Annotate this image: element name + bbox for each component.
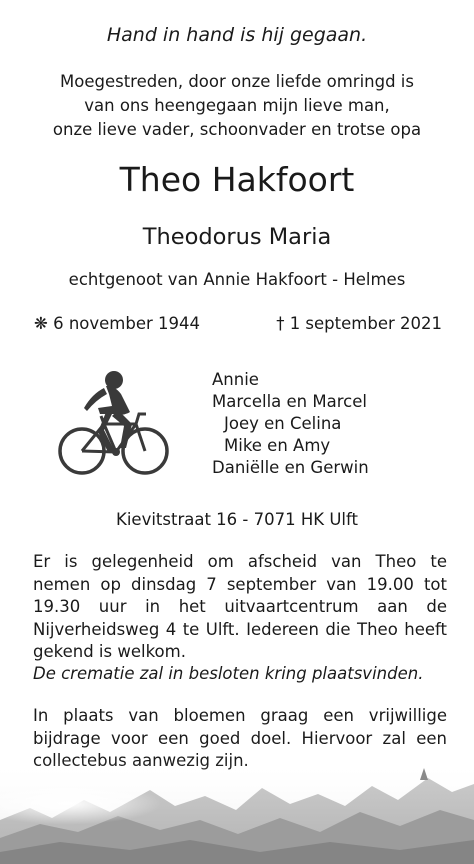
family-member: Joey en Celina (224, 414, 342, 433)
family-member: Daniëlle en Gerwin (212, 458, 369, 477)
birth-date-line (34, 314, 200, 333)
birth-star-icon: ❋ (34, 314, 48, 333)
cremation-paragraph: De crematie zal in besloten kring plaatsvinden. (33, 664, 424, 683)
intro-line: Moegestreden, door onze liefde omringd is (60, 72, 414, 91)
birth-date: 6 november 1944 (53, 314, 201, 333)
family-member: Mike en Amy (224, 436, 331, 455)
farewell-paragraph: Er is gelegenheid om afscheid van Theo te nemen op dinsdag 7 september van 19.00 tot 19.30 uur in het uitvaartcentrum aan de Nijverheidsweg 4 te Ulft. Iedereen die Theo heeft gekend is welkom. (33, 552, 447, 661)
address: Kievitstraat 16 - 7071 HK Ulft (116, 510, 358, 529)
intro-text (0, 70, 474, 142)
mountain-landscape-icon (0, 760, 474, 864)
deceased-name: Theo Hakfoort (119, 160, 355, 199)
death-date: 1 september 2021 (289, 314, 442, 333)
donation-paragraph: In plaats van bloemen graag een vrijwillige bijdrage voor een goed doel. Hiervoor zal een (33, 706, 447, 748)
cyclist-icon (54, 364, 172, 482)
intro-line: van ons heengegaan mijn lieve man, (84, 96, 390, 115)
intro-line: onze lieve vader, schoonvader en trotse opa (52, 120, 422, 139)
spouse-line: echtgenoot van Annie Hakfoort - Helmes (68, 270, 406, 289)
family-member: Annie (212, 370, 259, 389)
death-date-line (276, 314, 442, 333)
given-names: Theodorus Maria (142, 224, 332, 250)
family-member: Marcella en Marcel (212, 392, 367, 411)
motto: Hand in hand is hij gegaan. (106, 24, 368, 46)
family-list (212, 369, 369, 479)
cross-icon: † (276, 314, 285, 333)
